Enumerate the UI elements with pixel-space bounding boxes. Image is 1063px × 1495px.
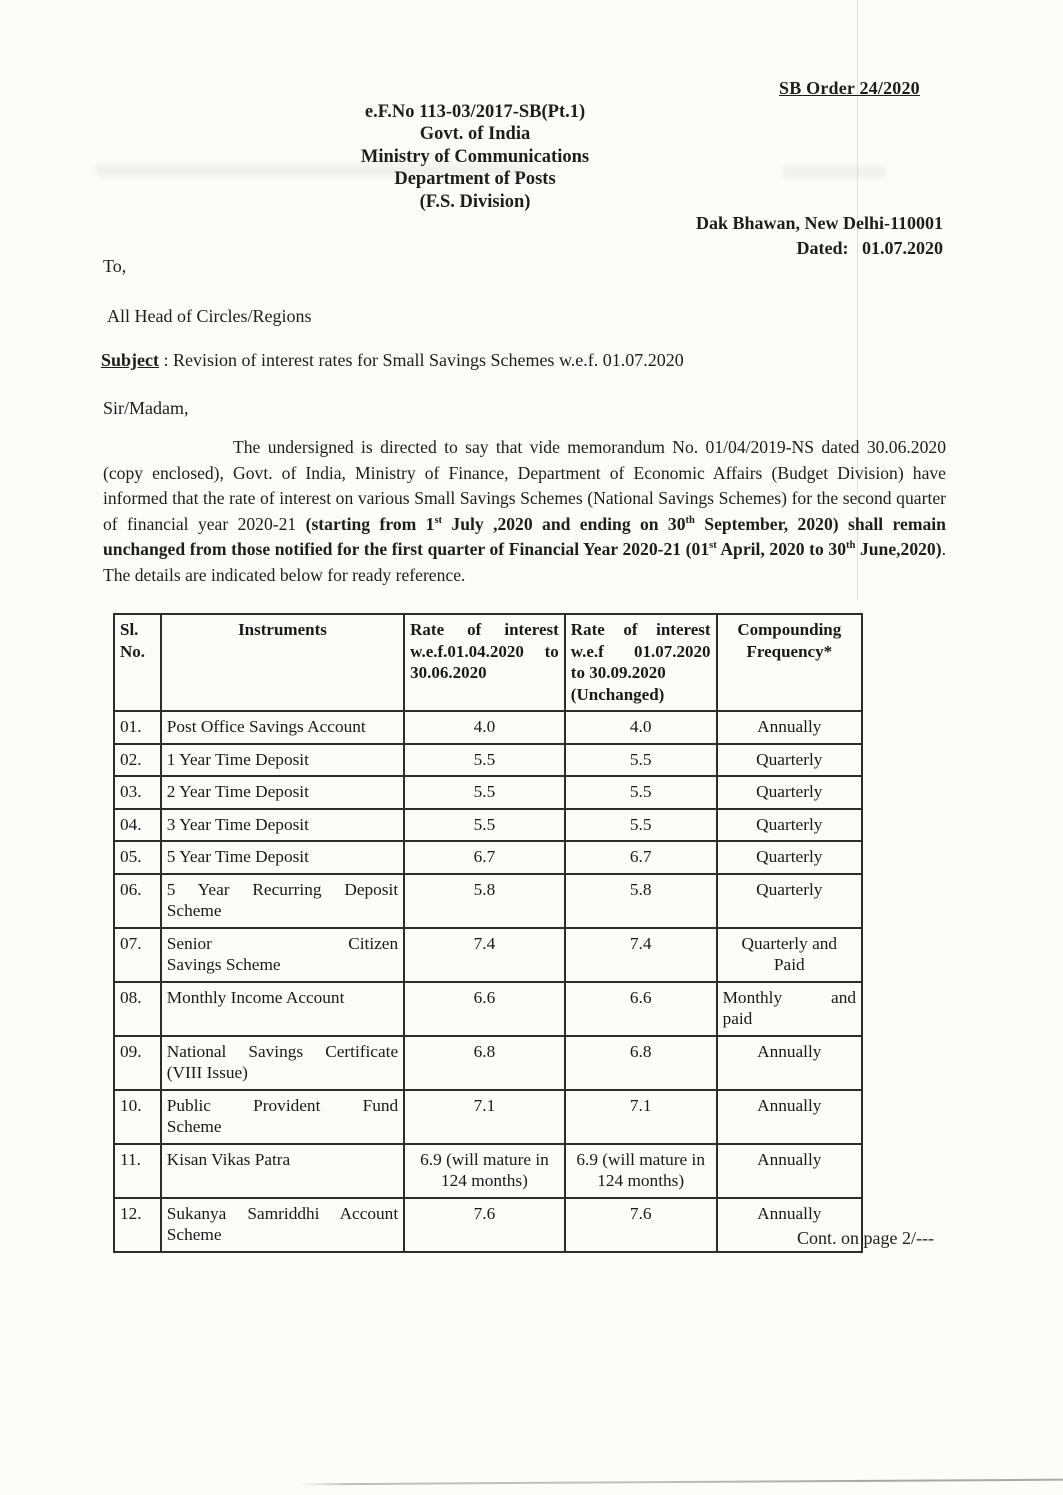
cell-line: Public Provident Fund [166, 1095, 399, 1115]
table-cell [717, 809, 862, 842]
table-cell [161, 809, 404, 842]
paragraph-segment: st [434, 514, 443, 526]
cell-line: Annually [757, 1203, 822, 1223]
table-cell [114, 841, 161, 874]
table-cell [404, 874, 565, 928]
letterhead-line: Ministry of Communications [360, 146, 590, 167]
table-cell [565, 1090, 717, 1144]
cell-line: 02. [120, 749, 142, 769]
cell-line: 7.6 [473, 1203, 496, 1223]
table-cell [404, 1090, 565, 1144]
table-row [114, 874, 862, 928]
cell-line: Quarterly [756, 782, 823, 801]
table-cell [404, 776, 565, 809]
table-row [114, 1198, 862, 1252]
cell-line: 6.7 [629, 847, 652, 866]
table-cell [717, 744, 862, 777]
table-row [114, 711, 862, 744]
table-header-row [114, 614, 862, 711]
table-cell [161, 928, 404, 982]
cell-line: Quarterly [756, 847, 823, 866]
to-label: To, [103, 256, 127, 276]
table-cell [404, 982, 565, 1036]
cell-line: 5.5 [473, 749, 496, 769]
table-cell [717, 928, 862, 982]
cell-line: No. [120, 641, 146, 661]
table-cell [717, 1036, 862, 1090]
date-line: Dated: 01.07.2020 [796, 237, 943, 258]
cell-line: 5.5 [473, 782, 496, 801]
table-body [114, 711, 862, 1252]
table-head [114, 614, 862, 711]
table-row [114, 982, 862, 1036]
cell-line: 5.5 [629, 814, 652, 834]
table-cell [114, 1144, 161, 1198]
cell-line: 5.8 [473, 879, 496, 899]
cell-line: Rate of interest [570, 620, 711, 639]
cell-line: 6.7 [473, 847, 496, 866]
paragraph-segment: th [685, 514, 695, 526]
table-cell [114, 1090, 161, 1144]
cell-line: 30.06.2020 [410, 663, 487, 682]
table-cell [404, 1198, 565, 1252]
table-cell [404, 841, 565, 874]
table-cell [161, 874, 404, 928]
cell-line: 3 Year Time Deposit [166, 814, 309, 834]
cell-line: 08. [120, 987, 142, 1007]
table-header-cell [114, 614, 161, 711]
table-cell [717, 776, 862, 809]
cell-line: Annually [757, 1095, 822, 1115]
cell-line: Scheme [166, 901, 222, 920]
table-cell [161, 982, 404, 1036]
table-cell [717, 1090, 862, 1144]
cell-line: 4.0 [473, 717, 496, 736]
cell-line: 5.5 [629, 749, 652, 769]
cell-line: 12. [120, 1203, 142, 1223]
rates-table [113, 613, 863, 1253]
table-cell [717, 841, 862, 874]
table-header-cell [404, 614, 565, 711]
cell-line: 06. [120, 879, 142, 899]
table-cell [161, 1090, 404, 1144]
table-cell [404, 711, 565, 744]
table-cell [565, 928, 717, 982]
table-cell [404, 809, 565, 842]
subject-line [101, 350, 684, 371]
cell-line: 7.1 [629, 1095, 652, 1115]
cell-line: Annually [757, 717, 822, 736]
paragraph-segment: . The details are indicated below for ready reference. [103, 539, 946, 585]
cell-line: 03. [120, 782, 142, 801]
cell-line: Post Office Savings Account [166, 717, 366, 736]
paragraph-segment: July ,2020 and ending on 30 [442, 513, 686, 534]
cell-line: Annually [757, 1149, 822, 1169]
cell-line: 7.4 [629, 933, 652, 953]
table-cell [114, 982, 161, 1036]
cell-line: Senior Citizen [166, 933, 399, 953]
table-cell [565, 841, 717, 874]
cell-line: 5.8 [629, 879, 652, 899]
letterhead [275, 101, 675, 213]
cell-line: 6.6 [629, 987, 652, 1007]
table-cell [114, 711, 161, 744]
cell-line: 6.9 (will mature in [576, 1149, 705, 1169]
cell-line: Sl. [120, 620, 139, 639]
cell-line: 1 Year Time Deposit [166, 749, 309, 769]
cell-line: w.e.f 01.07.2020 [570, 641, 711, 661]
cell-line: 7.1 [473, 1095, 496, 1115]
cell-line: 01. [120, 717, 142, 736]
table-row [114, 744, 862, 777]
cell-line: (VIII Issue) [166, 1063, 248, 1082]
cell-line: Kisan Vikas Patra [166, 1149, 291, 1169]
table-row [114, 928, 862, 982]
subject-label: Subject [101, 350, 159, 370]
table-cell [565, 1198, 717, 1252]
table-cell [565, 809, 717, 842]
table-cell [565, 711, 717, 744]
cell-line: 6.8 [629, 1041, 652, 1061]
letterhead-line: Govt. of India [419, 124, 531, 145]
table-cell [565, 1036, 717, 1090]
table-header-cell [161, 614, 404, 711]
table-cell [161, 744, 404, 777]
table-row [114, 776, 862, 809]
cell-line: Paid [773, 955, 805, 974]
table-row [114, 809, 862, 842]
cell-line: 10. [120, 1095, 142, 1115]
cell-line: Sukanya Samriddhi Account [166, 1203, 399, 1223]
table-cell [161, 776, 404, 809]
cell-line: Quarterly [756, 749, 823, 769]
cell-line: Quarterly [756, 879, 823, 899]
table-cell [161, 1144, 404, 1198]
cell-line: 09. [120, 1041, 142, 1061]
table-cell [717, 982, 862, 1036]
table-cell [565, 1144, 717, 1198]
paragraph-segment: September, 2020) shall remain unchanged from those notified for the first quarter of Financial Year 2020-21 (01 [103, 513, 946, 559]
cell-line: 6.8 [473, 1041, 496, 1061]
cell-line: 7.4 [473, 933, 496, 953]
table-row [114, 1090, 862, 1144]
table-cell [717, 874, 862, 928]
paragraph-segment: th [846, 540, 856, 552]
scan-artifact-bottom-line [300, 1479, 1063, 1486]
cell-line: Quarterly [756, 814, 823, 834]
cell-line: 5.5 [629, 782, 652, 801]
cell-line: 04. [120, 814, 142, 834]
table-cell [565, 744, 717, 777]
cell-line: 6.6 [473, 987, 496, 1007]
cell-line: 124 months) [441, 1171, 528, 1190]
cell-line: to 30.09.2020 [570, 663, 666, 682]
cell-line: 5.5 [473, 814, 496, 834]
table-header-cell [565, 614, 717, 711]
cell-line: 11. [120, 1149, 141, 1169]
table-cell [161, 1036, 404, 1090]
table-cell [114, 928, 161, 982]
table-cell [161, 1198, 404, 1252]
cell-line: 4.0 [629, 717, 652, 736]
order-reference: SB Order 24/2020 [779, 78, 920, 98]
table-cell [565, 982, 717, 1036]
table-cell [565, 776, 717, 809]
table-cell [114, 874, 161, 928]
subject-text: : Revision of interest rates for Small Savings Schemes w.e.f. 01.07.2020 [159, 350, 684, 370]
cell-line: Monthly Income Account [166, 987, 345, 1007]
cell-line: Compounding [737, 620, 842, 639]
cell-line: 124 months) [597, 1171, 685, 1190]
address-block [696, 211, 943, 260]
cell-line: 07. [120, 933, 142, 953]
table-cell [404, 744, 565, 777]
cell-line: 7.6 [629, 1203, 652, 1223]
scan-artifact-smudge [782, 166, 887, 178]
table-cell [114, 744, 161, 777]
paragraph-segment: The undersigned is directed to say that vide memorandum No. 01/04/2019-NS dated 30.06.2020 (copy enclosed), Govt. of India, Ministry of Finance, Department of Economic Affairs (Budget Division) have informed that the rate of interest on various Small Savings Schemes (National Savings Schemes) for the second quarter of financial year 2020-21 [103, 437, 946, 534]
cell-line: 5 Year Time Deposit [166, 847, 309, 866]
cell-line: (Unchanged) [570, 684, 665, 704]
table-cell [161, 711, 404, 744]
cell-line: 2 Year Time Deposit [166, 782, 309, 801]
cell-line: 6.9 (will mature in [420, 1149, 549, 1169]
salutation: Sir/Madam, [103, 398, 189, 418]
letterhead-line: e.F.No 113-03/2017-SB(Pt.1) [364, 102, 586, 122]
table-cell [161, 841, 404, 874]
cell-line: paid [722, 1009, 753, 1028]
continuation-note: Cont. on page 2/--- [797, 1228, 934, 1248]
table-cell [717, 1144, 862, 1198]
paragraph-segment: st [709, 540, 717, 552]
recipient-line: All Head of Circles/Regions [107, 306, 312, 326]
table-cell [404, 1144, 565, 1198]
cell-line: 5 Year Recurring Deposit [166, 879, 399, 899]
cell-line: Annually [757, 1041, 822, 1061]
paragraph-segment: June,2020) [855, 539, 942, 559]
table-cell [404, 1036, 565, 1090]
table-row [114, 841, 862, 874]
cell-line: National Savings Certificate [166, 1041, 399, 1061]
cell-line: Quarterly and [741, 933, 838, 953]
cell-line: Rate of interest [410, 620, 559, 639]
paragraph-segment: April, 2020 to 30 [716, 539, 846, 559]
table-header-cell [717, 614, 862, 711]
table-row [114, 1036, 862, 1090]
cell-line: Scheme [166, 1225, 222, 1244]
table-row [114, 1144, 862, 1198]
table-cell [114, 1036, 161, 1090]
letterhead-line: (F.S. Division) [419, 191, 531, 212]
letterhead-line: Department of Posts [394, 169, 556, 190]
table-cell [114, 1198, 161, 1252]
cell-line: 05. [120, 847, 142, 866]
cell-line: Scheme [166, 1117, 222, 1136]
cell-line: Instruments [238, 620, 327, 639]
paragraph-segment: (starting from 1 [305, 513, 435, 534]
table-cell [717, 711, 862, 744]
cell-line: Monthly and [722, 987, 856, 1007]
cell-line: w.e.f.01.04.2020 to [410, 641, 559, 661]
table-cell [114, 776, 161, 809]
address-line: Dak Bhawan, New Delhi-110001 [695, 213, 943, 233]
rates-table-wrapper [113, 613, 863, 1253]
table-cell [565, 874, 717, 928]
cell-line: Savings Scheme [166, 955, 281, 974]
table-cell [114, 809, 161, 842]
cell-line: Frequency* [746, 641, 833, 661]
table-cell [404, 928, 565, 982]
body-paragraph [103, 435, 946, 588]
